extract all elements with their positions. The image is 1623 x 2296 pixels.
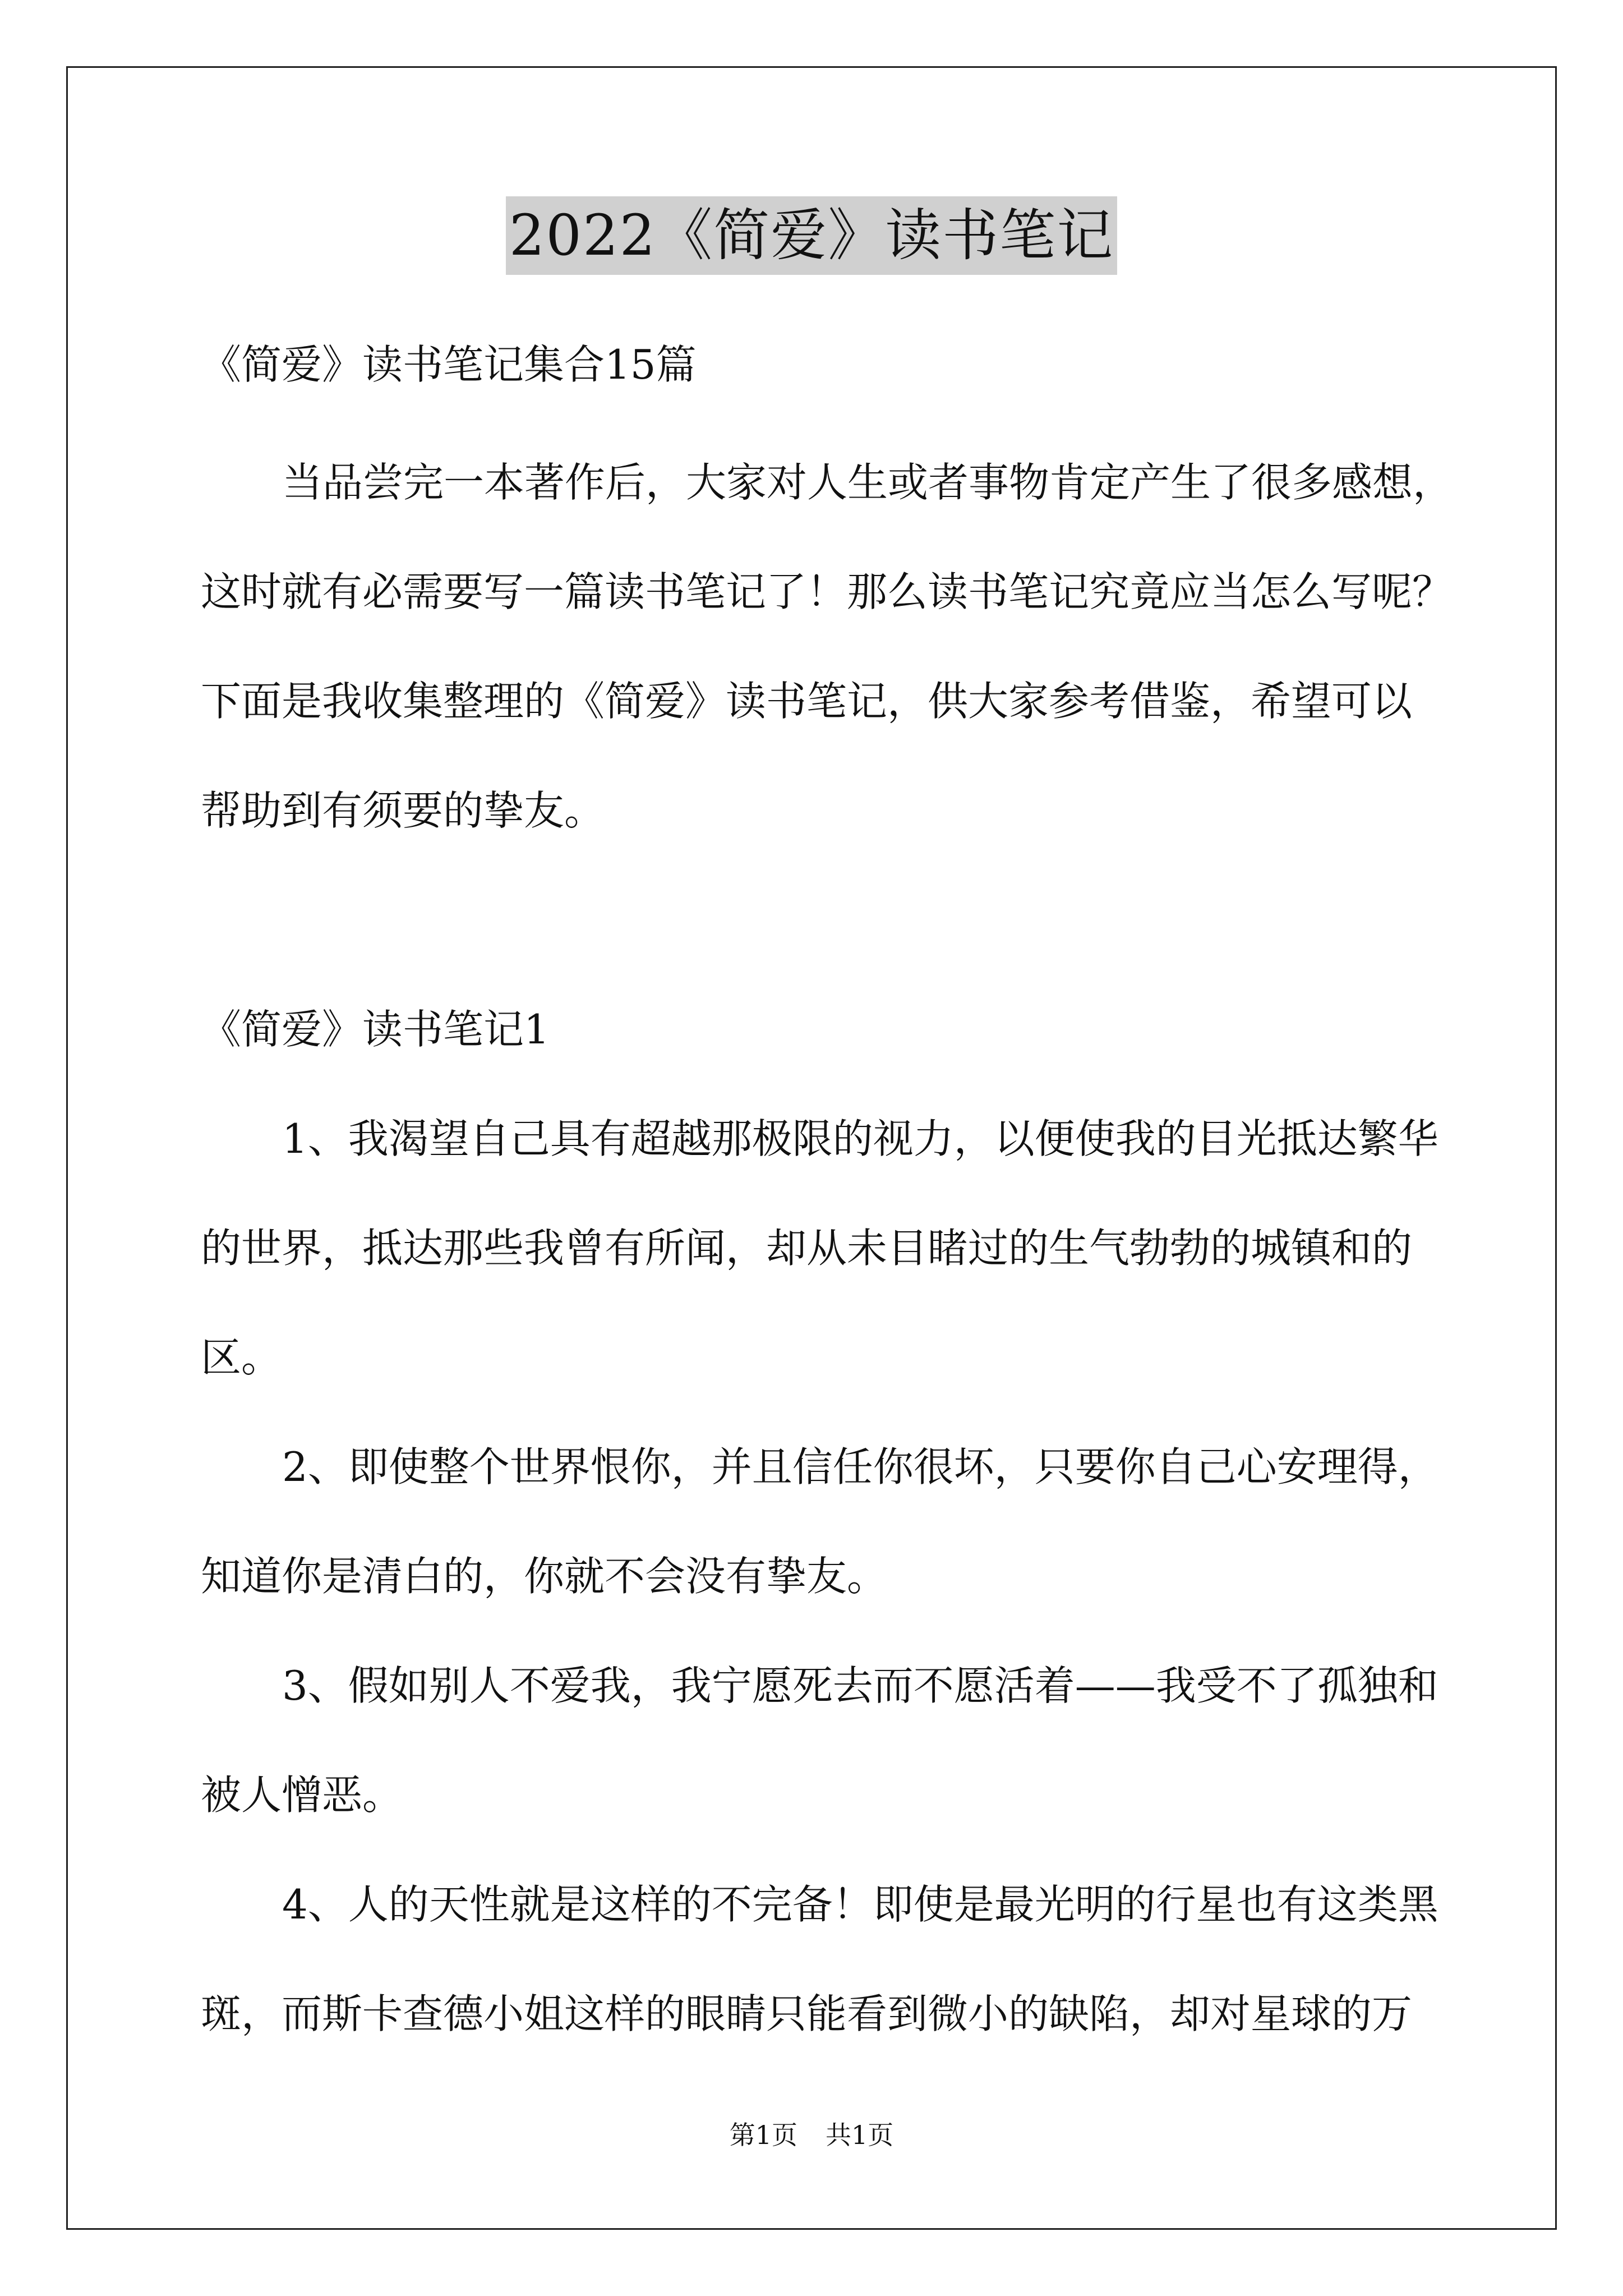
intro-line: 帮助到有须要的挚友。 [201, 787, 605, 834]
item-line: 斑，而斯卡查德小姐这样的眼睛只能看到微小的缺陷，却对星球的万 [201, 1990, 1413, 2037]
section-heading: 《简爱》读书笔记1 [201, 1006, 550, 1053]
page-number: 第1页 [729, 2120, 797, 2150]
item-line: 的世界，抵达那些我曾有所闻，却从未目睹过的生气勃勃的城镇和的 [201, 1225, 1413, 1272]
intro-line: 当品尝完一本著作后，大家对人生或者事物肯定产生了很多感想， [282, 459, 1454, 506]
page-footer [0, 2119, 1623, 2151]
page-total: 共1页 [826, 2120, 894, 2150]
item-line: 知道你是清白的，你就不会没有挚友。 [201, 1553, 888, 1600]
document-title: 2022《简爱》读书笔记 [506, 196, 1118, 275]
intro-line: 这时就有必需要写一篇读书笔记了！那么读书笔记究竟应当怎么写呢？ [201, 568, 1453, 615]
item-line: 2、即使整个世界恨你，并且信任你很坏，只要你自己心安理得， [282, 1443, 1438, 1490]
item-line: 3、假如别人不爱我，我宁愿死去而不愿活着——我受不了孤独和 [282, 1662, 1438, 1709]
item-line: 区。 [201, 1334, 282, 1381]
subtitle: 《简爱》读书笔记集合15篇 [201, 341, 697, 388]
item-line: 1、我渴望自己具有超越那极限的视力，以便使我的目光抵达繁华 [282, 1115, 1438, 1162]
intro-line: 下面是我收集整理的《简爱》读书笔记，供大家参考借鉴，希望可以 [201, 678, 1413, 725]
item-line: 被人憎恶。 [201, 1772, 403, 1819]
item-line: 4、人的天性就是这样的不完备！即使是最光明的行星也有这类黑 [282, 1881, 1438, 1928]
title-container [0, 196, 1623, 275]
